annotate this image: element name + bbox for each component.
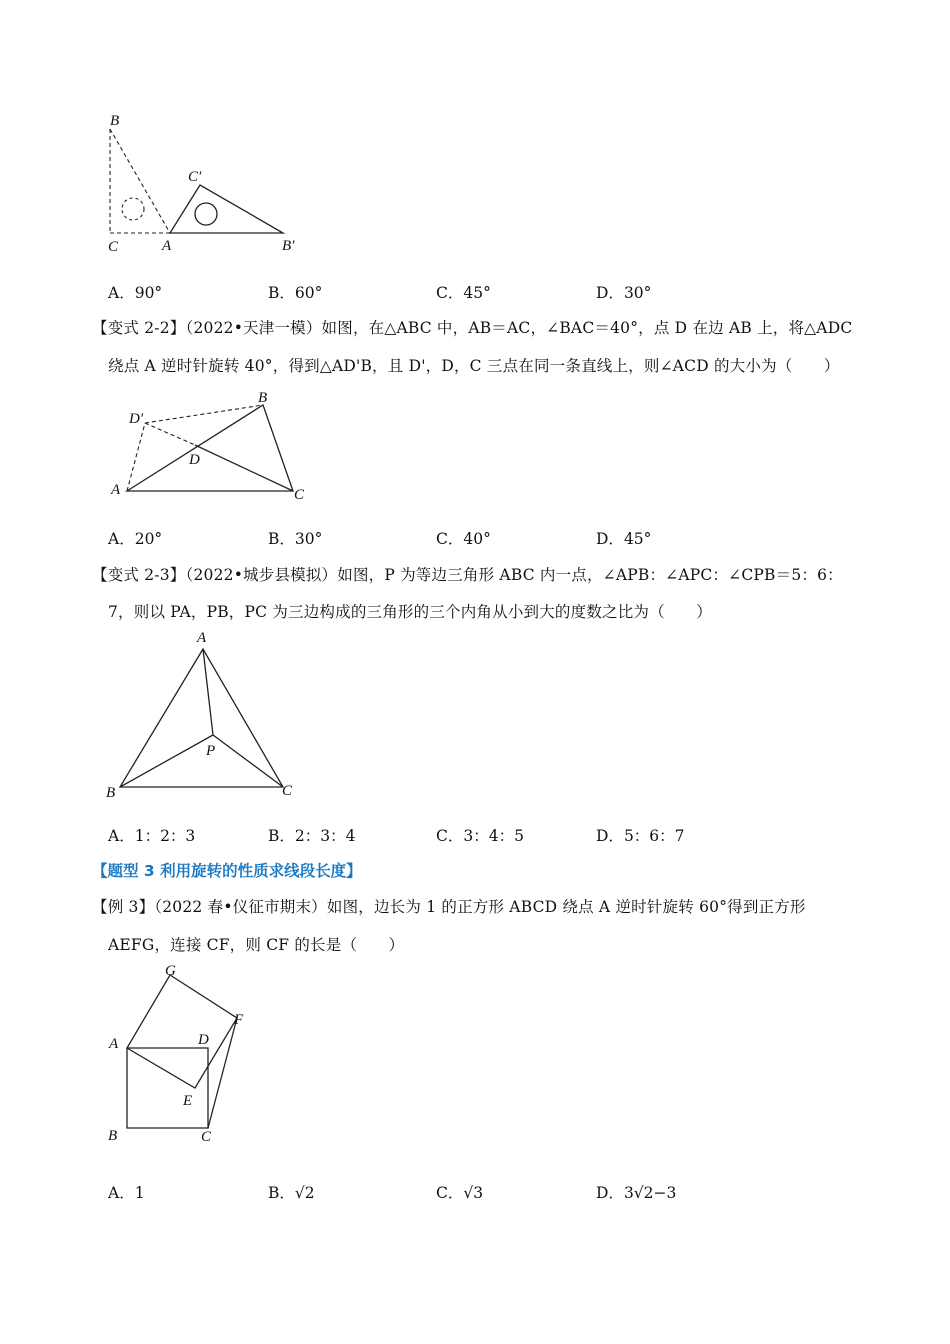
option-letter: A． — [108, 1184, 135, 1202]
option-letter: D． — [596, 827, 624, 845]
problem-tag: 【变式 2-2】 — [92, 319, 186, 337]
figure-quadrilateral-adbc — [105, 383, 325, 508]
label-P: P — [206, 743, 216, 759]
option-b[interactable] — [268, 281, 322, 303]
option-text: 30° — [294, 530, 323, 548]
option-d[interactable] — [596, 281, 651, 303]
option-text: 30° — [623, 284, 652, 302]
figure-rotated-triangle — [100, 105, 320, 260]
label-C: C — [282, 783, 293, 799]
option-text: 1：2：3 — [134, 827, 196, 845]
label-C: C — [108, 239, 119, 255]
option-text: 40° — [463, 530, 491, 548]
option-b[interactable] — [268, 1181, 315, 1203]
option-c[interactable] — [436, 1181, 483, 1203]
option-text: 90° — [134, 284, 163, 302]
problem-text: （2022•城步县模拟）如图，P 为等边三角形 ABC 内一点，∠APB：∠APC：∠CPB＝5：6： — [185, 566, 843, 584]
option-text: 20° — [134, 530, 163, 548]
problem-3-line-2: 7，则以 PA，PB，PC 为三边构成的三角形的三个内角从小到大的度数之比为（ ） — [108, 603, 712, 621]
option-a[interactable] — [108, 1181, 145, 1203]
option-letter: B． — [268, 284, 295, 302]
label-A: A — [197, 630, 207, 646]
option-text: √2 — [294, 1184, 315, 1202]
option-letter: B． — [268, 827, 295, 845]
section-heading: 【题型 3 利用旋转的性质求线段长度】 — [92, 862, 362, 880]
option-letter: C． — [436, 827, 464, 845]
option-letter: C． — [436, 284, 464, 302]
option-text: 3：4：5 — [463, 827, 524, 845]
label-B: B — [106, 785, 116, 801]
label-D-prime: D′ — [129, 411, 144, 427]
option-c[interactable] — [436, 281, 491, 303]
example-3-line-1 — [92, 895, 806, 917]
option-letter: D． — [596, 1184, 624, 1202]
option-text: 60° — [294, 284, 323, 302]
option-letter: A． — [108, 530, 135, 548]
option-text: 1 — [134, 1184, 145, 1202]
option-d[interactable] — [596, 527, 651, 549]
option-letter: C． — [436, 1184, 464, 1202]
problem-tag: 【例 3】 — [92, 898, 155, 916]
label-C: C — [294, 487, 305, 503]
example-3-line-2: AEFG，连接 CF，则 CF 的长是（ ） — [108, 936, 405, 954]
label-C: C — [201, 1129, 212, 1145]
option-text: 2：3：4 — [294, 827, 356, 845]
option-b[interactable] — [268, 527, 322, 549]
label-A: A — [109, 1036, 119, 1052]
figure-equilateral-triangle — [100, 625, 320, 805]
option-d[interactable] — [596, 1181, 676, 1203]
option-letter: B． — [268, 1184, 295, 1202]
problem-2-line-2: 绕点 A 逆时针旋转 40°，得到△AD'B，且 D'，D，C 三点在同一条直线上，则∠ACD 的大小为（ ） — [108, 357, 840, 375]
label-B: B — [110, 113, 120, 129]
problem-tag: 【变式 2-3】 — [92, 566, 186, 584]
problem-2-line-1 — [92, 316, 852, 338]
option-a[interactable] — [108, 281, 162, 303]
label-E: E — [183, 1093, 193, 1109]
label-F: F — [234, 1012, 244, 1028]
option-letter: D． — [596, 284, 624, 302]
option-a[interactable] — [108, 527, 162, 549]
figure-rotated-square — [100, 960, 270, 1150]
option-text: 5：6：7 — [623, 827, 685, 845]
option-letter: A． — [108, 284, 135, 302]
label-B: B — [258, 390, 268, 406]
option-c[interactable] — [436, 824, 524, 846]
option-letter: C． — [436, 530, 464, 548]
option-c[interactable] — [436, 527, 491, 549]
option-a[interactable] — [108, 824, 195, 846]
option-letter: D． — [596, 530, 624, 548]
option-text: √3 — [463, 1184, 484, 1202]
label-A: A — [111, 482, 121, 498]
option-b[interactable] — [268, 824, 355, 846]
problem-text: （2022 春•仪征市期末）如图，边长为 1 的正方形 ABCD 绕点 A 逆时针旋转 60°得到正方形 — [154, 898, 806, 916]
problem-text: （2022•天津一模）如图，在△ABC 中，AB＝AC，∠BAC＝40°，点 D 在边 AB 上，将△ADC — [185, 319, 853, 337]
label-D: D — [198, 1032, 209, 1048]
label-B-prime: B′ — [282, 238, 295, 254]
label-D: D — [189, 452, 200, 468]
label-C-prime: C′ — [188, 169, 202, 185]
option-letter: B． — [268, 530, 295, 548]
label-B: B — [108, 1128, 118, 1144]
label-A: A — [162, 238, 172, 254]
option-text: 45° — [623, 530, 652, 548]
option-d[interactable] — [596, 824, 685, 846]
option-text: 3√2−3 — [623, 1184, 677, 1202]
option-text: 45° — [463, 284, 491, 302]
problem-3-line-1 — [92, 563, 843, 585]
label-G: G — [165, 963, 176, 979]
option-letter: A． — [108, 827, 135, 845]
